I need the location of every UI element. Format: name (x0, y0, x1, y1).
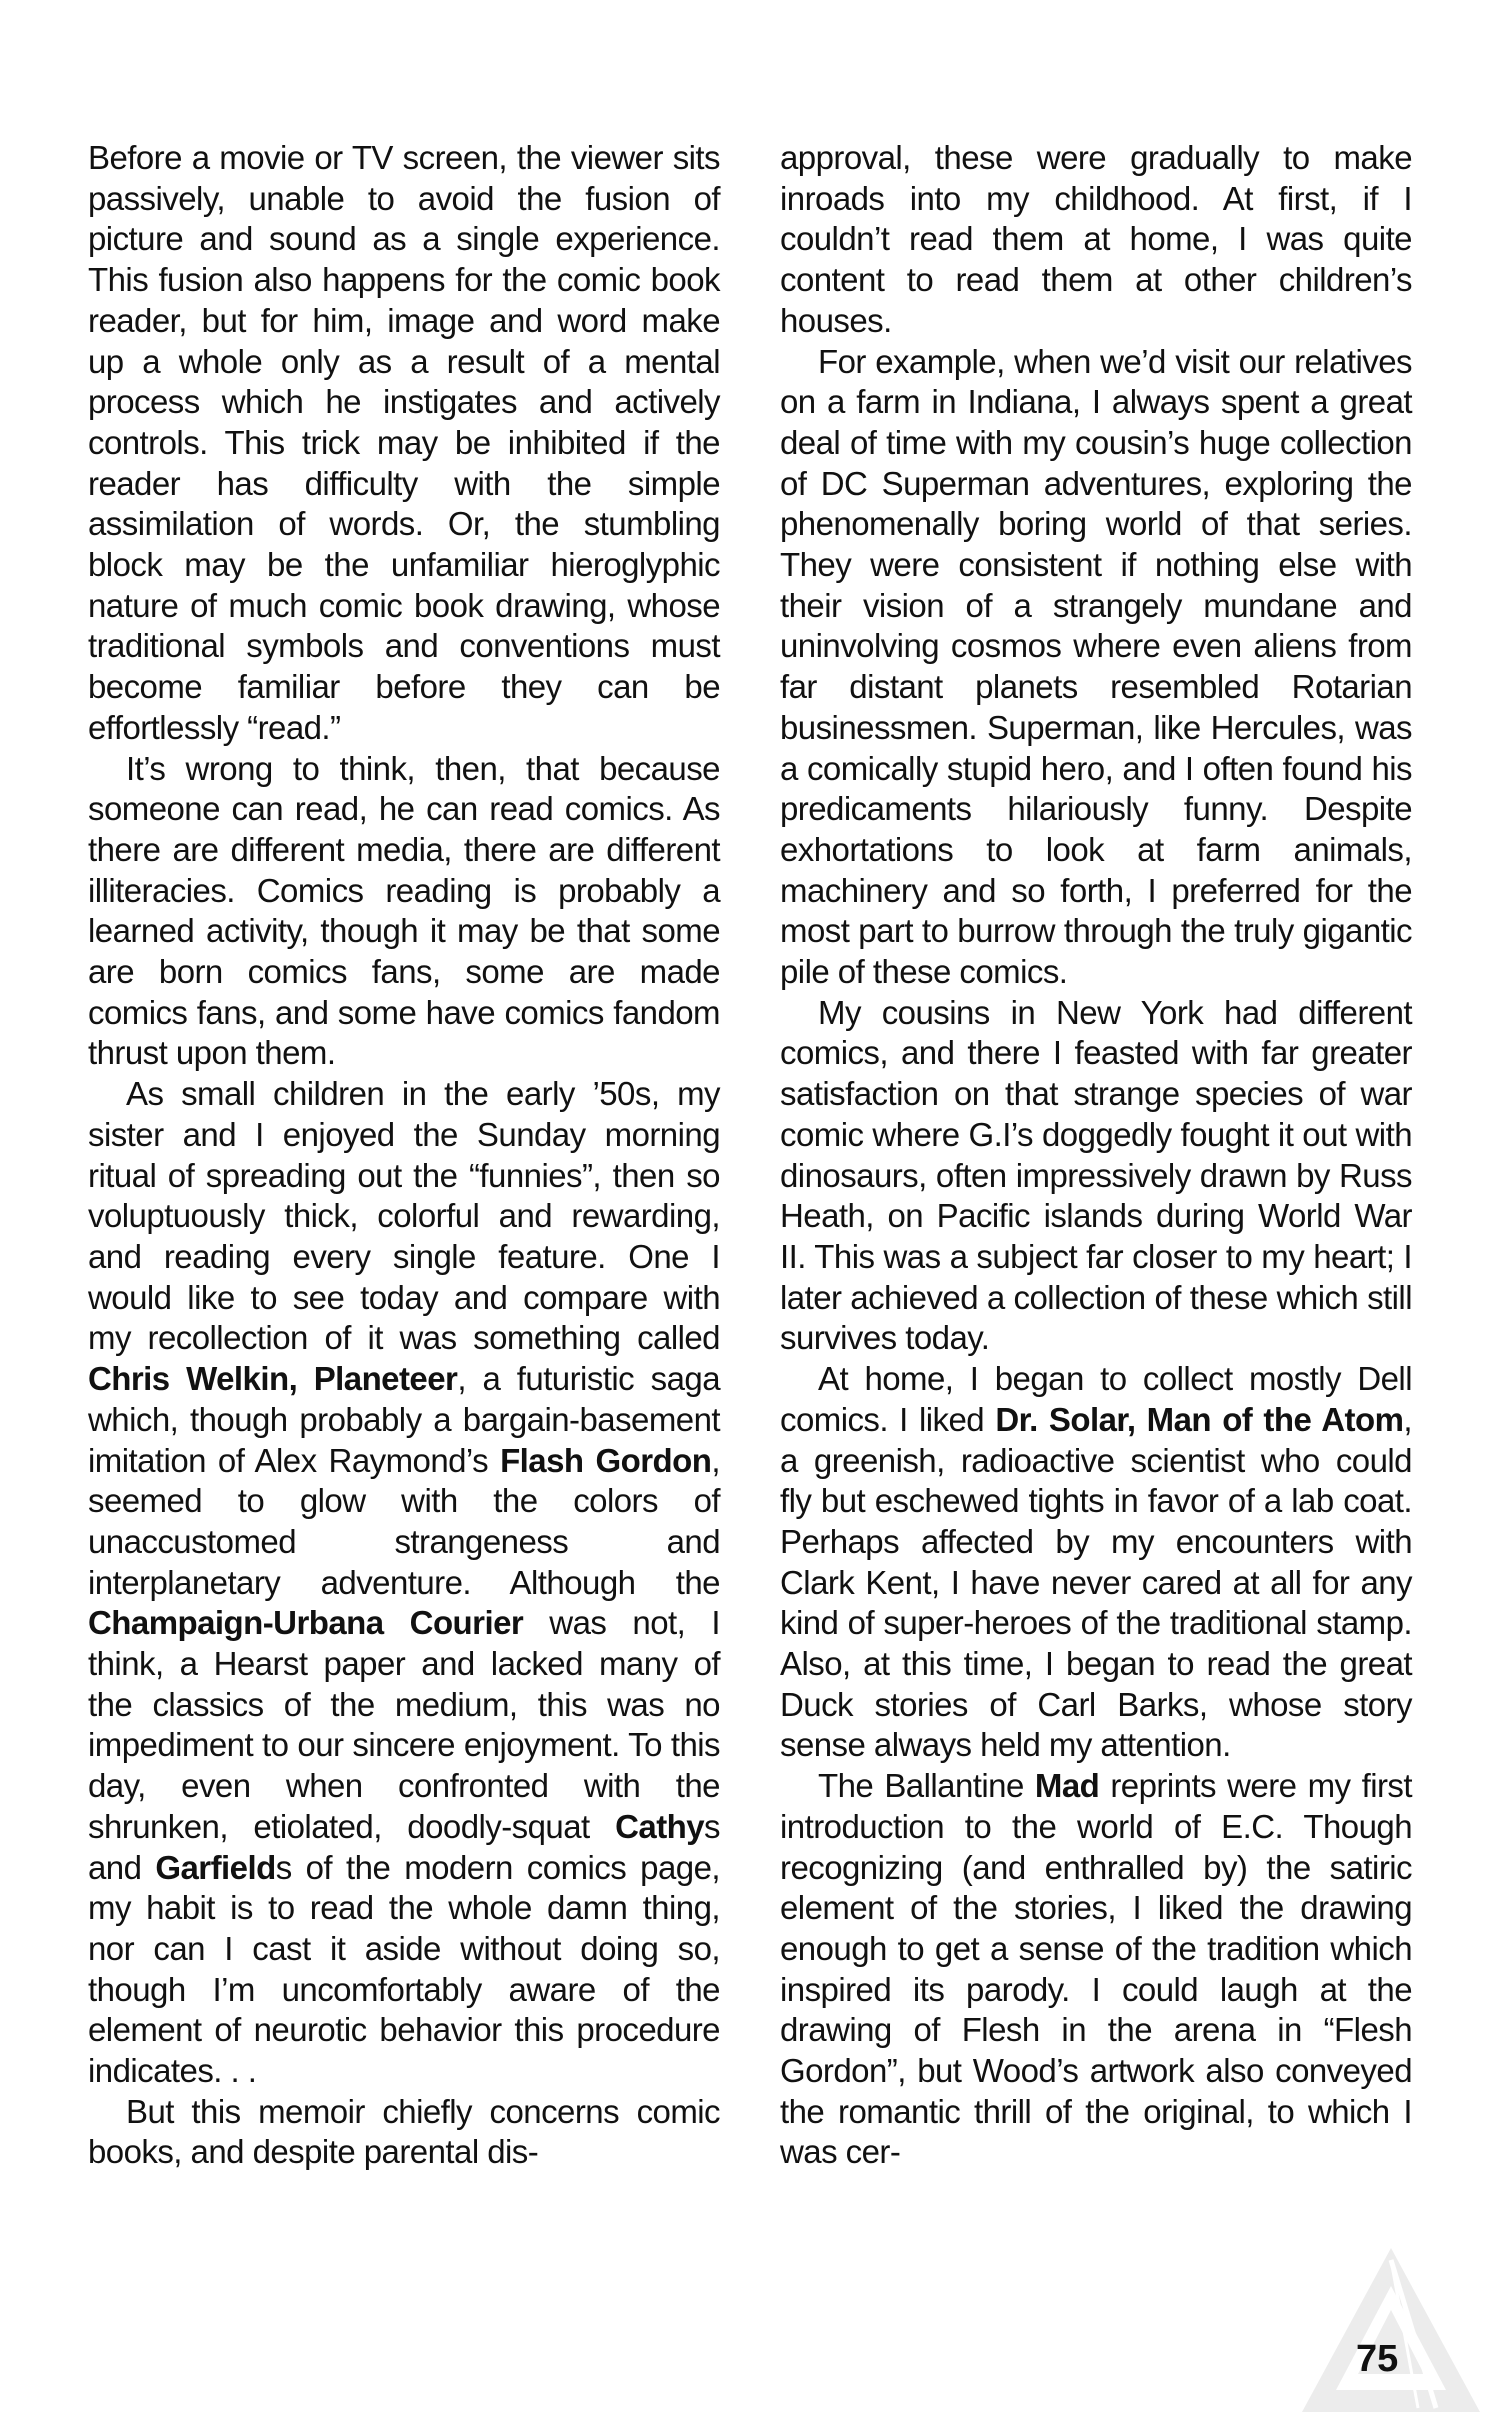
triangle-a-logo-icon (1296, 2240, 1486, 2420)
paragraph (88, 138, 720, 749)
text-run: My cousins in New York had different comics, and there I feasted with far greater satisfaction on that strange species of war comic where G.I’s doggedly fought it out with dinosaurs, often impressively drawn by Russ Heath, on Pacific islands during World War II. This was a subject far closer to my heart; I later achieved a collection of these which still survives today. (780, 993, 1412, 1357)
paragraph (780, 342, 1412, 993)
text-run: The Ballantine (818, 1767, 1035, 1805)
paragraph (780, 993, 1412, 1359)
bold-title: Mad (1034, 1767, 1100, 1805)
paragraph (780, 1766, 1412, 2173)
paragraph (780, 1359, 1412, 1766)
paragraph (780, 138, 1412, 342)
text-run: s of the modern comics page, my habit is to read the whole damn thing, nor can I cast it aside without doing so, though I’m uncomfortably aware of the element of neurotic behavior this procedure indicates. . . (88, 1848, 720, 2090)
text-run: It’s wrong to think, then, that because someone can read, he can read comics. As there are different media, there are different illiteracies. Comics reading is probably a learned activity, though it may be that some are born comics fans, some are made comics fans, and some have comics fandom thrust upon them. (88, 749, 720, 1072)
text-run: At home, I began to collect mostly Dell comics. I liked (780, 1360, 1412, 1438)
text-run: But this memoir chiefly concerns comic books, and despite parental dis- (88, 2092, 720, 2171)
text-run: approval, these were gradually to make inroads into my childhood. At first, if I couldn’t read them at home, I was quite content to read them at other children’s houses. (780, 139, 1412, 339)
bold-title: Cathy (615, 1807, 705, 1845)
bold-title: Flash Gordon (500, 1441, 712, 1479)
bold-title: Chris Welkin, Planeteer (88, 1360, 458, 1398)
paragraph (88, 1074, 720, 2092)
text-run: , seemed to glow with the colors of unaccustomed strangeness and interplanetary adventure. Although the (88, 1441, 720, 1601)
text-run: Before a movie or TV screen, the viewer sits passively, unable to avoid the fusion of picture and sound as a single experience. This fusion also happens for the comic book reader, but for him, image and word make up a whole only as a result of a mental process which he instigates and actively controls. This trick may be inhibited if the reader has difficulty with the simple assimilation of words. Or, the stumbling block may be the unfamiliar hieroglyphic nature of much comic book drawing, whose traditional symbols and conventions must become familiar before they can be effortlessly “read.” (88, 139, 720, 746)
paragraph (88, 2092, 720, 2173)
text-run: , a futuristic saga which, though probably a bargain-basement imitation of Alex Raymond’s (88, 1360, 720, 1479)
left-text-column (88, 138, 720, 2173)
text-run: For example, when we’d visit our relatives on a farm in Indiana, I always spent a great deal of time with my cousin’s huge collection of DC Superman adventures, exploring the phenomenally boring world of that series. They were consistent if nothing else with their vision of a strangely mundane and uninvolving cosmos where even aliens from far distant planets resembled Rotarian businessmen. Superman, like Hercules, was a comically stupid hero, and I often found his predicaments hilariously funny. Despite exhortations to look at farm animals, machinery and so forth, I preferred for the most part to burrow through the truly gigantic pile of these comics. (780, 342, 1412, 991)
bold-title: Garfield (155, 1848, 276, 1886)
text-run: As small children in the early ’50s, my sister and I enjoyed the Sunday morning ritual of spreading out the “funnies”, then so voluptuously thick, colorful and rewarding, and reading every single feature. One I would like to see today and compare with my recollection of it was something called (88, 1075, 720, 1357)
text-run: s and (88, 1807, 720, 1886)
page-number: 75 (1356, 2338, 1399, 2380)
text-run: , a greenish, radioactive scientist who could fly but eschewed tights in favor of a lab coat. Perhaps affected by my encounters with Clark Kent, I have never cared at all for any kind of super-heroes of the traditional stamp. Also, at this time, I began to read the great Duck stories of Carl Barks, whose story sense always held my attention. (780, 1400, 1412, 1764)
text-run: was not, I think, a Hearst paper and lacked many of the classics of the medium, this was no impediment to our sincere enjoyment. To this day, even when confronted with the shrunken, etiolated, doodly-squat (88, 1604, 721, 1845)
bold-title: Champaign-Urbana Courier (88, 1604, 524, 1642)
text-run: reprints were my first introduction to the world of E.C. Though recognizing (and enthralled by) the satiric element of the stories, I liked the drawing enough to get a sense of the tradition which inspired its parody. I could laugh at the drawing of Flesh in the arena in “Flesh Gordon”, but Wood’s artwork also conveyed the romantic thrill of the original, to which I was cer- (780, 1767, 1412, 2171)
bold-title: Dr. Solar, Man of the Atom (995, 1400, 1404, 1438)
paragraph (88, 749, 720, 1075)
right-text-column (780, 138, 1412, 2173)
